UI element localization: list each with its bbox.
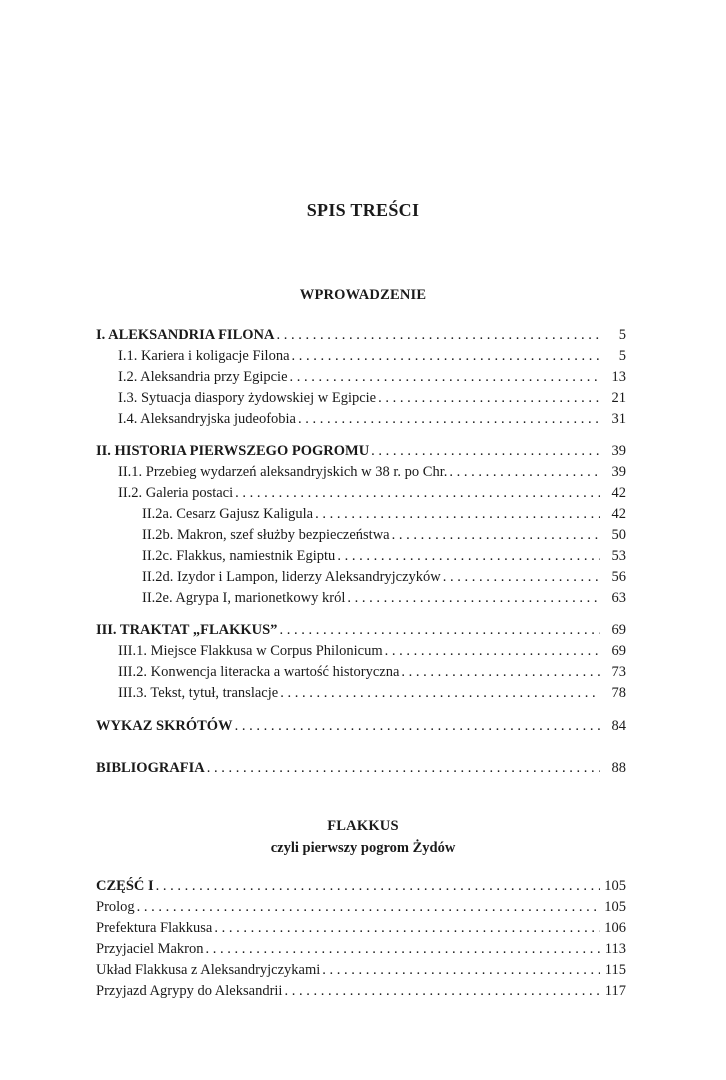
toc-group-3 xyxy=(96,620,626,704)
toc-entry-label: II.2d. Izydor i Lampon, liderzy Aleksandryjczyków xyxy=(142,569,441,585)
toc-group-text xyxy=(96,876,626,1002)
toc-entry[interactable] xyxy=(96,409,626,430)
toc-entry-page: 106 xyxy=(604,920,626,936)
toc-entry-page: 39 xyxy=(611,464,626,480)
leader-dots xyxy=(279,620,600,641)
toc-entry-page: 117 xyxy=(604,983,626,999)
toc-entry[interactable] xyxy=(96,716,626,737)
toc-entry-page: 50 xyxy=(611,527,626,543)
toc-entry-page: 5 xyxy=(618,348,626,364)
toc-entry[interactable] xyxy=(96,441,626,462)
toc-group-4 xyxy=(96,716,626,737)
toc-entry[interactable] xyxy=(96,981,626,1002)
toc-entry-page: 5 xyxy=(618,327,626,343)
leader-dots xyxy=(347,588,600,609)
leader-dots xyxy=(284,981,600,1002)
toc-entry-page: 84 xyxy=(611,718,626,734)
toc-entry[interactable] xyxy=(96,641,626,662)
leader-dots xyxy=(137,897,600,918)
toc-entry-page: 78 xyxy=(611,685,626,701)
toc-entry[interactable] xyxy=(96,325,626,346)
toc-entry-label: I.2. Aleksandria przy Egipcie xyxy=(118,369,288,385)
toc-entry[interactable] xyxy=(96,525,626,546)
toc-entry-label: II.2c. Flakkus, namiestnik Egiptu xyxy=(142,548,336,564)
toc-entry[interactable] xyxy=(96,960,626,981)
section-heading-text: FLAKKUS xyxy=(327,818,399,834)
toc-entry-page: 69 xyxy=(611,622,626,638)
leader-dots xyxy=(235,716,600,737)
toc-entry[interactable] xyxy=(96,897,626,918)
leader-dots xyxy=(371,441,600,462)
leader-dots xyxy=(214,918,600,939)
toc-entry-page: 69 xyxy=(611,643,626,659)
toc-entry-label: I.1. Kariera i koligacje Filona xyxy=(118,348,290,364)
leader-dots xyxy=(385,641,600,662)
toc-entry-label: I. ALEKSANDRIA FILONA xyxy=(96,327,275,343)
toc-entry-label: II.2e. Agrypa I, marionetkowy król xyxy=(142,590,346,606)
leader-dots xyxy=(207,758,600,779)
toc-entry-page: 115 xyxy=(604,962,626,978)
toc-entry-label: II.2b. Makron, szef służby bezpieczeństwa xyxy=(142,527,390,543)
toc-entry[interactable] xyxy=(96,546,626,567)
toc-entry-page: 56 xyxy=(611,569,626,585)
toc-entry-label: CZĘŚĆ I xyxy=(96,878,154,894)
toc-entry-label: II.2. Galeria postaci xyxy=(118,485,234,501)
toc-entry-page: 88 xyxy=(611,760,626,776)
toc-entry[interactable] xyxy=(96,939,626,960)
toc-entry-label: III.1. Miejsce Flakkusa w Corpus Philonicum xyxy=(118,643,383,659)
toc-entry[interactable] xyxy=(96,504,626,525)
toc-entry[interactable] xyxy=(96,662,626,683)
toc-entry-label: II.2a. Cesarz Gajusz Kaligula xyxy=(142,506,314,522)
toc-entry-page: 113 xyxy=(604,941,626,957)
toc-group-1 xyxy=(96,325,626,430)
toc-entry-page: 42 xyxy=(611,506,626,522)
leader-dots xyxy=(292,346,600,367)
toc-entry-page: 31 xyxy=(611,411,626,427)
section-heading-intro: WPROWADZENIE xyxy=(299,287,427,303)
toc-entry[interactable] xyxy=(96,483,626,504)
toc-entry-label: Układ Flakkusa z Aleksandryjczykami xyxy=(96,962,321,978)
toc-entry[interactable] xyxy=(96,367,626,388)
section-subheading-text: czyli pierwszy pogrom Żydów xyxy=(270,840,456,856)
leader-dots xyxy=(378,388,600,409)
leader-dots xyxy=(280,683,600,704)
leader-dots xyxy=(315,504,600,525)
toc-entry-page: 39 xyxy=(611,443,626,459)
toc-entry[interactable] xyxy=(96,758,626,779)
toc-entry[interactable] xyxy=(96,567,626,588)
leader-dots xyxy=(449,462,600,483)
leader-dots xyxy=(290,367,600,388)
leader-dots xyxy=(298,409,600,430)
leader-dots xyxy=(156,876,600,897)
toc-entry[interactable] xyxy=(96,876,626,897)
toc-entry[interactable] xyxy=(96,346,626,367)
toc-entry-page: 13 xyxy=(611,369,626,385)
leader-dots xyxy=(322,960,600,981)
toc-entry-page: 105 xyxy=(604,899,626,915)
toc-entry-label: II. HISTORIA PIERWSZEGO POGROMU xyxy=(96,443,370,459)
toc-entry-label: Prefektura Flakkusa xyxy=(96,920,213,936)
toc-entry-page: 42 xyxy=(611,485,626,501)
toc-group-2 xyxy=(96,441,626,609)
toc-entry-label: BIBLIOGRAFIA xyxy=(96,760,205,776)
toc-entry-label: III. TRAKTAT „FLAKKUS” xyxy=(96,622,278,638)
toc-entry-label: Przyjazd Agrypy do Aleksandrii xyxy=(96,983,283,999)
leader-dots xyxy=(401,662,600,683)
toc-entry-label: Prolog xyxy=(96,899,135,915)
toc-entry-page: 73 xyxy=(611,664,626,680)
toc-entry-label: I.4. Aleksandryjska judeofobia xyxy=(118,411,296,427)
toc-entry-label: WYKAZ SKRÓTÓW xyxy=(96,718,233,734)
leader-dots xyxy=(443,567,600,588)
toc-entry-label: I.3. Sytuacja diaspory żydowskiej w Egipcie xyxy=(118,390,377,406)
leader-dots xyxy=(206,939,600,960)
toc-entry-page: 53 xyxy=(611,548,626,564)
toc-entry[interactable] xyxy=(96,588,626,609)
toc-entry-label: Przyjaciel Makron xyxy=(96,941,204,957)
leader-dots xyxy=(337,546,600,567)
toc-entry-label: II.1. Przebieg wydarzeń aleksandryjskich w 38 r. po Chr. xyxy=(118,464,448,480)
toc-entry[interactable] xyxy=(96,620,626,641)
leader-dots xyxy=(392,525,600,546)
toc-group-5 xyxy=(96,758,626,779)
toc-entry[interactable] xyxy=(96,918,626,939)
toc-entry-page: 21 xyxy=(611,390,626,406)
toc-entry-page: 105 xyxy=(604,878,626,894)
leader-dots xyxy=(276,325,600,346)
toc-entry[interactable] xyxy=(96,683,626,704)
leader-dots xyxy=(235,483,600,504)
toc-entry[interactable] xyxy=(96,462,626,483)
page-title: SPIS TREŚCI xyxy=(306,200,420,220)
toc-entry[interactable] xyxy=(96,388,626,409)
toc-entry-label: III.2. Konwencja literacka a wartość historyczna xyxy=(118,664,400,680)
toc-entry-page: 63 xyxy=(611,590,626,606)
toc-entry-label: III.3. Tekst, tytuł, translacje xyxy=(118,685,279,701)
